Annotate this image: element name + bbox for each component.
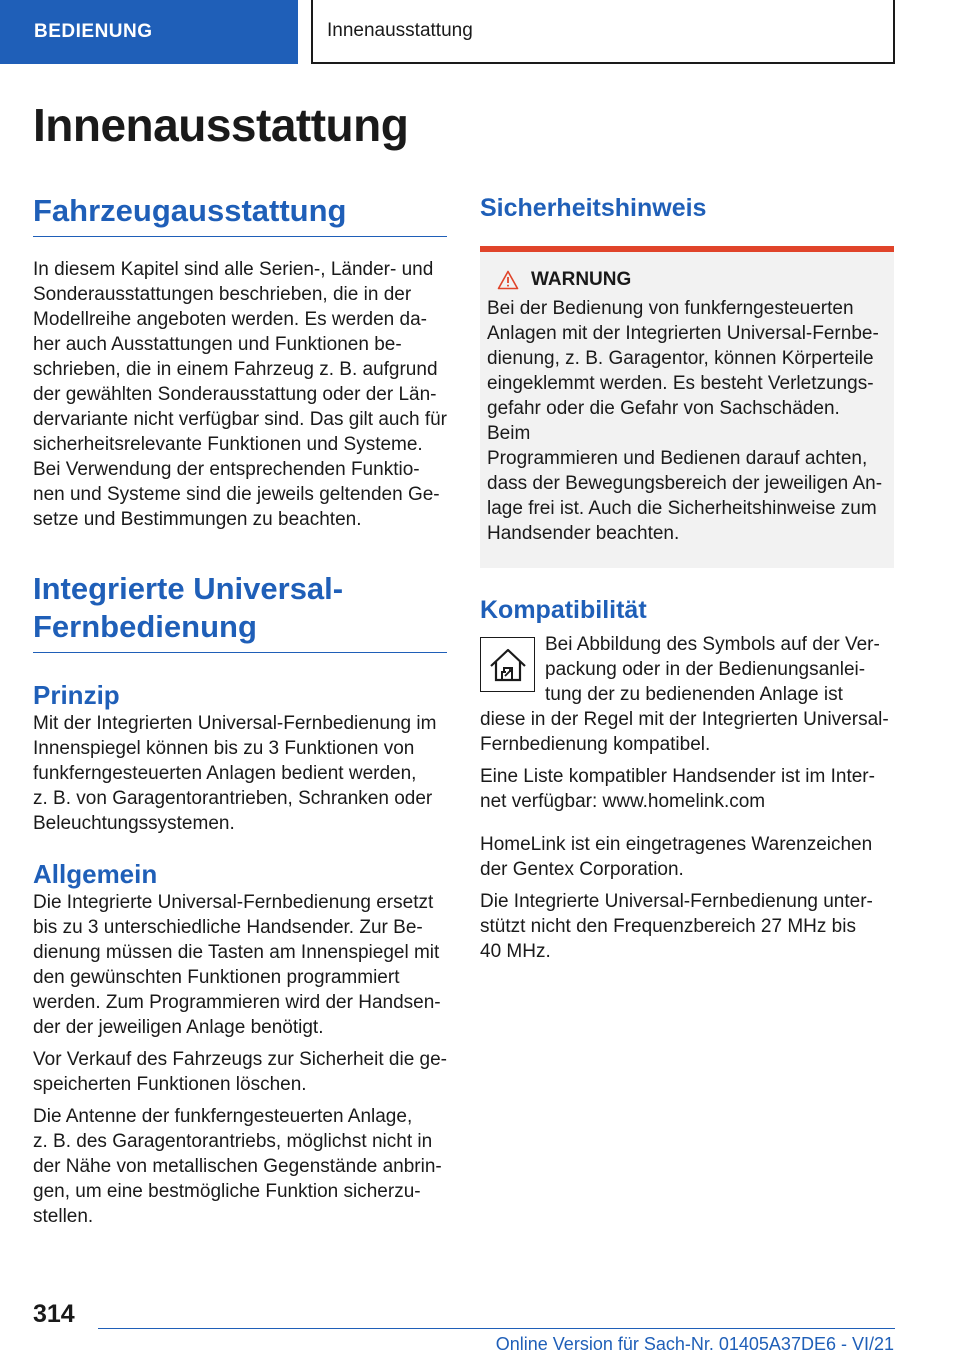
text-line: Programmieren und Bedienen darauf achten, (487, 448, 868, 469)
paragraph-kompatibilitaet-1 (480, 632, 894, 757)
text-line: den gewünschten Funktionen programmiert (33, 967, 400, 988)
text-line: dienung, z. B. Garagentor, können Körperteile (487, 348, 874, 369)
text-line: 40 MHz. (480, 941, 551, 962)
text-line: her auch Ausstattungen und Funktionen be- (33, 334, 402, 355)
heading-sicherheitshinweis: Sicherheitshinweis (480, 194, 707, 222)
text-line: Bei der Bedienung von funkferngesteuerten (487, 298, 854, 319)
text-line: der gewählten Sonderausstattung oder der Län- (33, 384, 437, 405)
warning-box (480, 246, 894, 568)
text-line: Bei Verwendung der entsprechenden Funktio- (33, 459, 420, 480)
right-column (480, 192, 894, 964)
homelink-house-icon (480, 637, 535, 692)
text-line: Sonderausstattungen beschrieben, die in der (33, 284, 412, 305)
text-line: Die Integrierte Universal-Fernbedienung unter- (480, 891, 873, 912)
text-line: tung der zu bedienenden Anlage ist (545, 684, 843, 705)
text-line: z. B. von Garagentorantrieben, Schranken oder (33, 788, 433, 809)
text-line: lage frei ist. Auch die Sicherheitshinweise zum (487, 498, 877, 519)
text-line: Vor Verkauf des Fahrzeugs zur Sicherheit die ge- (33, 1049, 448, 1070)
text-line: gen, um eine bestmögliche Funktion sicherzu- (33, 1181, 421, 1202)
paragraph-allgemein-3 (33, 1104, 447, 1229)
text-line: dervariante nicht verfügbar sind. Das gilt auch für (33, 409, 447, 430)
text-line: Eine Liste kompatibler Handsender ist im Inter- (480, 766, 875, 787)
heading-fahrzeugausstattung: Fahrzeugausstattung (33, 192, 447, 237)
text-line: Modellreihe angeboten werden. Es werden da- (33, 309, 427, 330)
text-line: packung oder in der Bedienungsanlei- (545, 659, 866, 680)
header-topic-box (311, 0, 895, 64)
warning-header (497, 268, 886, 292)
text-line: stellen. (33, 1206, 94, 1227)
page-title: Innenausstattung (33, 99, 409, 151)
heading-line: Fernbedienung (33, 609, 257, 644)
text-line: Innenspiegel können bis zu 3 Funktionen von (33, 738, 415, 759)
text-line: In diesem Kapitel sind alle Serien-, Länder- und (33, 259, 434, 280)
text-line: Handsender beachten. (487, 523, 680, 544)
paragraph-kompatibilitaet-2 (480, 764, 894, 814)
text-line: dass der Bewegungsbereich der jeweiligen An- (487, 473, 883, 494)
heading-universal-fernbedienung (33, 570, 447, 653)
header-topic-label: Innenausstattung (327, 20, 473, 41)
text-line: schrieben, die in einem Fahrzeug z. B. aufgrund (33, 359, 438, 380)
footer-version-text: Online Version für Sach-Nr. 01405A37DE6 - VI/21 (495, 1334, 894, 1354)
text-line: diese in der Regel mit der Integrierten Universal- (480, 709, 889, 730)
page-number: 314 (33, 1300, 75, 1328)
heading-kompatibilitaet: Kompatibilität (480, 596, 647, 624)
text-line: Fernbedienung kompatibel. (480, 734, 711, 755)
text-line: Die Integrierte Universal-Fernbedienung ersetzt (33, 892, 434, 913)
text-line: der Gentex Corporation. (480, 859, 684, 880)
text-line: z. B. des Garagentorantriebs, möglichst nicht in (33, 1131, 433, 1152)
warning-label: WARNUNG (531, 269, 632, 290)
header-section-label: BEDIENUNG (34, 21, 153, 42)
paragraph-allgemein-1 (33, 890, 447, 1040)
text-line: gefahr oder die Gefahr von Sachschäden. Beim (487, 398, 840, 444)
header-section-tab (0, 0, 298, 64)
text-line: Die Antenne der funkferngesteuerten Anlage, (33, 1106, 413, 1127)
text-line: Bei Abbildung des Symbols auf der Ver- (545, 634, 880, 655)
paragraph-kompatibilitaet-4 (480, 889, 894, 964)
warning-triangle-icon (497, 270, 519, 290)
text-line: eingeklemmt werden. Es besteht Verletzungs- (487, 373, 874, 394)
text-line: speicherten Funktionen löschen. (33, 1074, 307, 1095)
text-line: der Nähe von metallischen Gegenstände anbrin- (33, 1156, 442, 1177)
text-line: Mit der Integrierten Universal-Fernbedienung im (33, 713, 437, 734)
text-line: bis zu 3 unterschiedliche Handsender. Zur Be- (33, 917, 423, 938)
text-line: Anlagen mit der Integrierten Universal-Fernbe- (487, 323, 879, 344)
footer-divider (98, 1328, 895, 1329)
text-line: dienung müssen die Tasten am Innenspiegel mit (33, 942, 440, 963)
paragraph-prinzip (33, 711, 447, 836)
text-line: setze und Bestimmungen zu beachten. (33, 509, 362, 530)
text-line: werden. Zum Programmieren wird der Handsen- (33, 992, 441, 1013)
text-line: net verfügbar: www.homelink.com (480, 791, 766, 812)
text-line: stützt nicht den Frequenzbereich 27 MHz bis (480, 916, 856, 937)
heading-line: Integrierte Universal- (33, 571, 344, 606)
text-line: HomeLink ist ein eingetragenes Warenzeichen (480, 834, 873, 855)
heading-prinzip: Prinzip (33, 680, 120, 710)
paragraph-allgemein-2 (33, 1047, 447, 1097)
text-line: sicherheitsrelevante Funktionen und Systeme. (33, 434, 423, 455)
paragraph-kompatibilitaet-3 (480, 832, 894, 882)
text-line: Beleuchtungssystemen. (33, 813, 235, 834)
text-line: funkferngesteuerten Anlagen bedient werden, (33, 763, 417, 784)
heading-allgemein: Allgemein (33, 859, 158, 889)
paragraph-fahrzeugausstattung (33, 257, 447, 532)
left-column (33, 192, 447, 1229)
text-line: nen und Systeme sind die jeweils geltenden Ge- (33, 484, 440, 505)
text-line: der der jeweiligen Anlage benötigt. (33, 1017, 324, 1038)
warning-text (487, 296, 886, 546)
